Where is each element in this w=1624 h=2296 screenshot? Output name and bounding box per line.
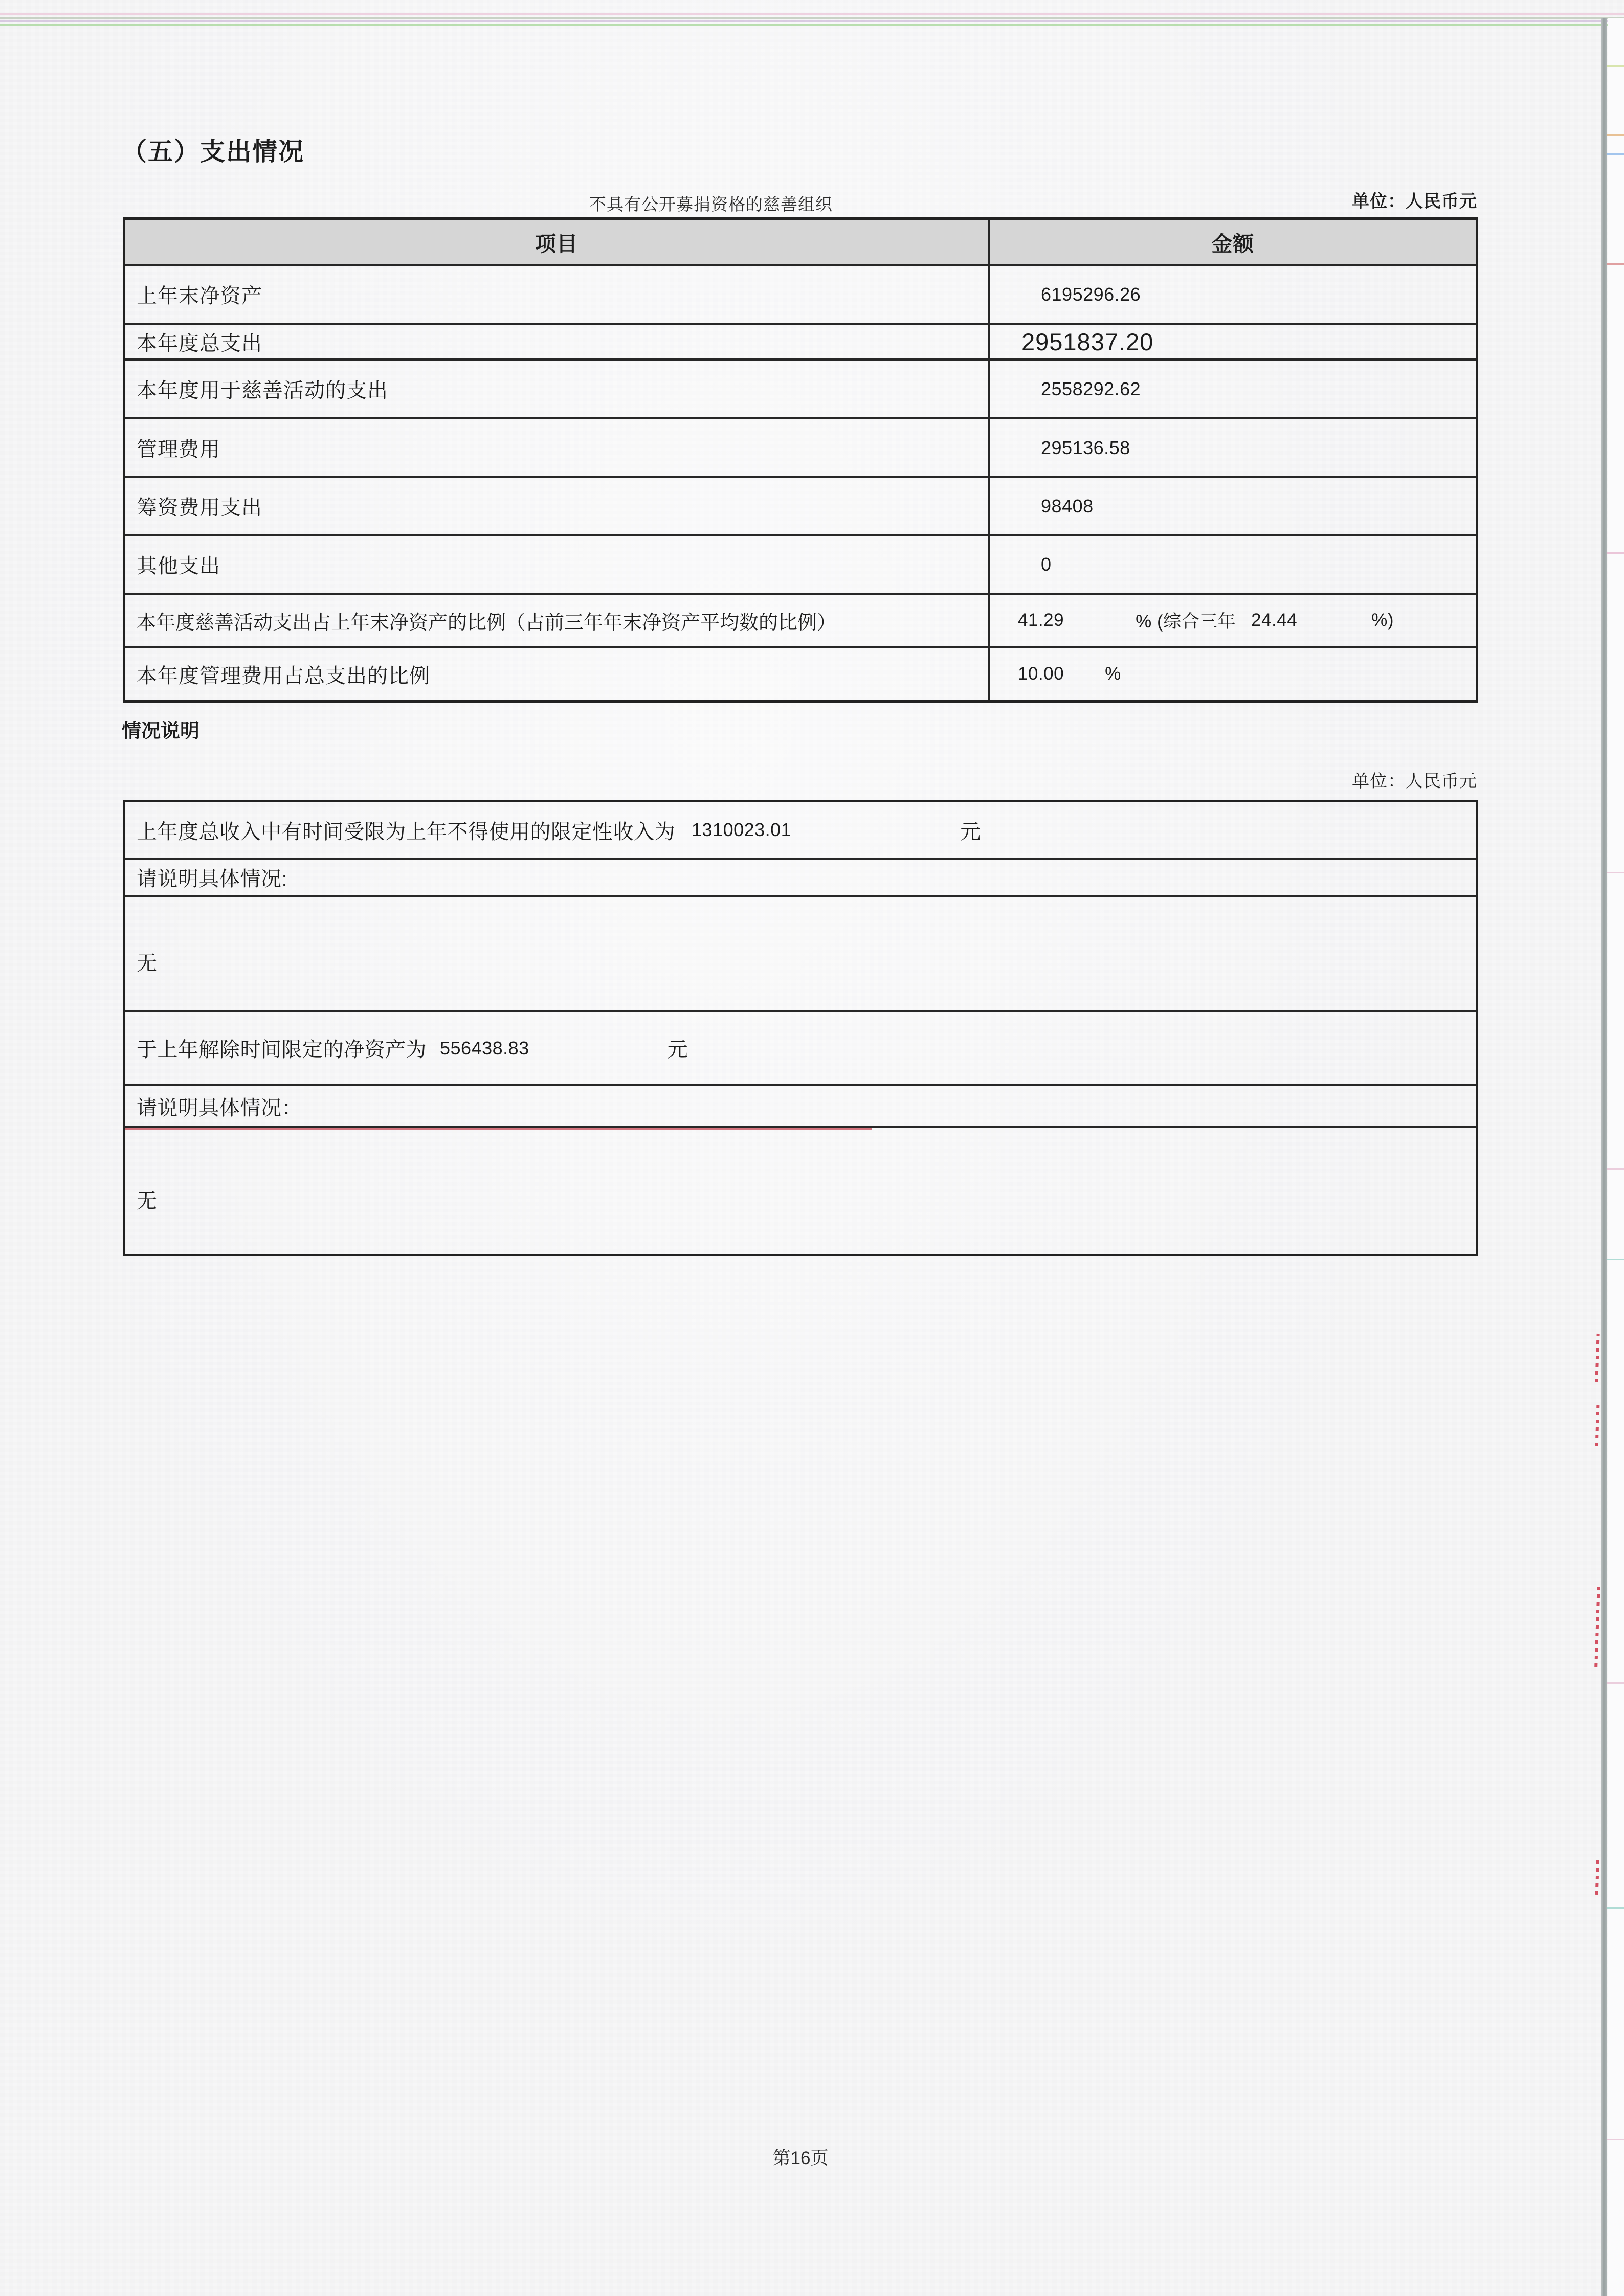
notes-table (123, 800, 1478, 1256)
row-label: 管理费用 (125, 419, 990, 476)
row-amount (990, 648, 1476, 700)
percent-sign: % (1105, 664, 1121, 684)
column-header-amount: 金额 (1211, 232, 1254, 256)
scan-artifact-red-mark (1595, 1405, 1600, 1446)
section-title: （五）支出情况 (122, 138, 305, 166)
row-amount: 6195296.26 (1041, 283, 1141, 305)
restricted-income-row (125, 802, 1476, 858)
row-label: 本年度慈善活动支出占上年末净资产的比例（占前三年年末净资产平均数的比例） (125, 595, 990, 646)
scan-artifact-right-strip (1608, 18, 1624, 2296)
scan-artifact-streak (1607, 2139, 1624, 2140)
scan-artifact-red-mark (1594, 1585, 1600, 1667)
row-label: 筹资费用支出 (125, 478, 990, 534)
row-label: 本年度管理费用占总支出的比例 (125, 648, 990, 700)
table-caption: 不具有公开募捐资格的慈善组织 (589, 195, 833, 214)
charity-ratio-row (125, 593, 1476, 646)
unit-label-bottom: 单位：人民币元 (1352, 772, 1477, 791)
scan-artifact-red-mark (1595, 1856, 1600, 1895)
scan-artifact-streak (1607, 1259, 1624, 1260)
yuan-unit: 元 (667, 1039, 688, 1061)
row-amount: 2951837.20 (1021, 328, 1154, 355)
released-assets-value: 556438.83 (440, 1037, 529, 1059)
scan-artifact-streak (1607, 1682, 1624, 1684)
row-label: 本年度总支出 (125, 325, 990, 358)
scan-artifact-red-mark (1595, 1334, 1599, 1382)
row-label: 本年度用于慈善活动的支出 (125, 361, 990, 417)
table-row (125, 534, 1476, 593)
ratio-value: 41.29 (1018, 610, 1064, 630)
scan-artifact-streak (1607, 1168, 1624, 1170)
row-amount: 295136.58 (1041, 437, 1130, 458)
table-row (125, 264, 1476, 323)
page-number: 第16页 (772, 2148, 829, 2168)
scan-artifact-streak (1607, 263, 1624, 265)
row-label: 上年末净资产 (125, 266, 990, 323)
management-ratio-row (125, 646, 1476, 700)
scan-artifact-streak (1607, 552, 1624, 554)
scan-artifact-streak (1607, 134, 1624, 136)
scan-artifact-streak (1607, 153, 1624, 155)
explain-header-row: 请说明具体情况: (125, 858, 1476, 895)
released-assets-row (125, 1010, 1476, 1084)
scan-artifact-streak (1607, 1907, 1624, 1909)
explain-value-cell: 无 (125, 895, 1476, 1010)
scan-artifact-streak (1607, 872, 1624, 873)
expense-table (123, 217, 1478, 703)
row-amount: 98408 (1041, 495, 1094, 516)
table-row (125, 476, 1476, 534)
unit-label-top: 单位：人民币元 (1352, 192, 1477, 211)
restricted-income-label: 上年度总收入中有时间受限为上年不得使用的限定性收入为 (137, 820, 675, 843)
expense-table-header-row (125, 220, 1476, 264)
ratio-end-label: %) (1371, 610, 1394, 630)
column-header-item: 项目 (125, 220, 990, 264)
explain-header-row: 请说明具体情况： (125, 1084, 1476, 1126)
yuan-unit: 元 (960, 820, 981, 843)
ratio-value-three-year: 24.44 (1251, 610, 1298, 630)
ratio-value: 10.00 (1018, 664, 1064, 684)
scan-artifact-streak (1607, 65, 1624, 67)
row-amount: 0 (1041, 553, 1052, 575)
explain-value-cell: 无 (125, 1126, 1476, 1254)
scan-artifact-vertical-line (1601, 18, 1607, 2296)
table-row (125, 323, 1476, 358)
row-amount: 2558292.62 (1041, 378, 1141, 399)
scan-artifact-top-streaks (0, 13, 1624, 28)
released-assets-label: 于上年解除时间限定的净资产为 (137, 1039, 427, 1061)
row-amount (990, 595, 1476, 646)
restricted-income-value: 1310023.01 (692, 819, 792, 840)
notes-heading: 情况说明 (122, 721, 200, 742)
table-row (125, 417, 1476, 476)
row-label: 其他支出 (125, 536, 990, 593)
table-row (125, 358, 1476, 417)
ratio-mid-label: % (综合三年 (1136, 612, 1236, 632)
